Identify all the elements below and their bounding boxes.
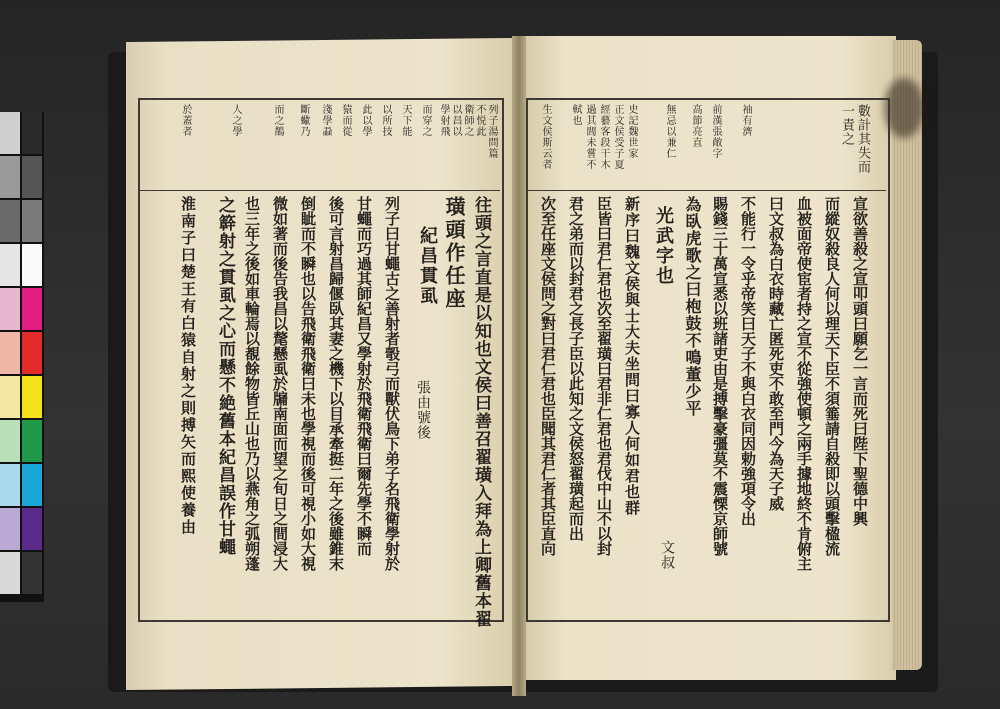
right-main-column: 一責之 xyxy=(839,104,854,146)
right-main-column: 賜錢三十萬宣悉以班諸吏由是搏擊豪彊莫不震慄京師號 xyxy=(711,196,729,556)
right-note-column: 史記魏世家 xyxy=(626,104,637,159)
section-subheading: 張由號後 xyxy=(415,380,431,440)
right-note-column: 正文侯受子夏 xyxy=(612,104,623,170)
right-note-column: 無忌以兼仁 xyxy=(664,104,675,159)
swatch xyxy=(22,200,42,242)
right-main-column: 為臥虎歌之曰枹鼓不鳴董少平 xyxy=(683,196,702,417)
left-main-column: 倒眦而不瞬也以告飛衛飛衛曰未也學視而後可視小如大視 xyxy=(299,196,317,571)
swatch xyxy=(0,156,20,198)
swatch xyxy=(22,156,42,198)
swatch xyxy=(22,420,42,462)
swatch xyxy=(22,112,42,154)
section-heading: 紀昌貫虱 xyxy=(417,226,438,306)
swatch xyxy=(0,244,20,286)
swatch xyxy=(0,332,20,374)
left-note-column: 猿而從 xyxy=(340,104,351,137)
left-note-column: 淺學蝨 xyxy=(320,104,331,137)
right-note-column: 高節亮直 xyxy=(690,104,701,148)
right-note-column: 過其閭未嘗不 xyxy=(584,104,595,170)
left-main-column: 也三年之後如車輪焉以覩餘物皆丘山也乃以燕角之弧朔蓬 xyxy=(243,196,261,571)
right-main-column: 新序曰魏文侯與士大夫坐問曰寡人何如君也群 xyxy=(623,196,641,516)
swatch xyxy=(0,288,20,330)
right-main-column: 血被面帝使宦者持之宣不從強使頓之兩手據地終不肯俯主 xyxy=(795,196,813,571)
swatch xyxy=(22,464,42,506)
left-main-column: 淮南子曰楚王有白猿自射之則搏矢而熙使養由 xyxy=(179,196,197,536)
left-note-column: 而之鵲 xyxy=(272,104,283,137)
left-main-column: 之簳射之貫虱之心而懸不絶舊本紀昌誤作甘蠅 xyxy=(215,196,235,556)
swatch xyxy=(0,552,20,594)
swatch xyxy=(0,200,20,242)
left-main-column: 列子曰甘蠅古之善射者彀弓而獸伏鳥下弟子名飛衛學射於 xyxy=(383,196,401,571)
right-note-divider xyxy=(526,190,886,191)
right-note-column: 軾也 xyxy=(570,104,581,126)
left-note-column: 學射飛 xyxy=(438,104,449,137)
right-note-column: 數計其失而 xyxy=(855,104,870,174)
left-note-divider xyxy=(138,190,500,191)
right-main-column: 不能行一令乎帝笑曰天子不與白衣同因勅強項令出 xyxy=(739,196,757,526)
swatch xyxy=(22,244,42,286)
swatch xyxy=(22,376,42,418)
left-note-column: 此以學 xyxy=(360,104,371,137)
right-main-column: 宣欲善殺之宣叩頭曰願乞一言而死曰陛下聖德中興 xyxy=(851,196,869,526)
left-main-column: 甘蠅而巧過其師紀昌又學射於飛衛飛衛曰爾先學不瞬而 xyxy=(355,196,373,556)
right-main-column: 臣皆曰君仁君也次至翟璜曰君非仁君也君伐中山不以封 xyxy=(595,196,613,556)
left-note-column: 於蓋者 xyxy=(180,104,191,137)
right-note-column: 經藝客段干木 xyxy=(598,104,609,170)
left-main-column: 後可言射昌歸偃臥其妻之機下以目承牽挺二年之後雖錐末 xyxy=(327,196,345,571)
right-note-column: 前漢張敞字 xyxy=(710,104,721,159)
swatch xyxy=(0,508,20,550)
book-gutter xyxy=(512,36,526,696)
right-main-column: 而縱奴殺良人何以理天下臣不須箠請自殺即以頭擊楹流 xyxy=(823,196,841,556)
left-note-column: 列子湯問篇 xyxy=(486,104,497,159)
right-main-column: 次至任座文侯問之對曰君仁君也臣聞其君仁者其臣直向 xyxy=(539,196,557,556)
swatch xyxy=(0,112,20,154)
swatch xyxy=(0,420,20,462)
right-main-column: 光武字也 xyxy=(653,206,674,286)
swatch xyxy=(0,376,20,418)
left-note-column: 斷蠍乃 xyxy=(298,104,309,137)
left-note-column: 衛師之 xyxy=(462,104,473,137)
left-note-column: 天下能 xyxy=(400,104,411,137)
right-note-column: 生文侯斯云者 xyxy=(540,104,551,170)
left-note-column: 以昌以 xyxy=(450,104,461,137)
left-note-column: 人之學 xyxy=(230,104,241,137)
left-main-column: 微如著而後告我昌以氂懸虱於牖南面而望之旬日之間浸大 xyxy=(271,196,289,571)
swatch xyxy=(22,552,42,594)
color-checker-strip xyxy=(0,112,44,602)
right-main-column: 君之弟而以封君之長子臣以此知之文侯怒翟璜起而出 xyxy=(567,196,585,541)
left-note-column: 不悦此 xyxy=(474,104,485,137)
swatch xyxy=(22,508,42,550)
right-main-column: 文叔 xyxy=(659,540,675,570)
swatch xyxy=(22,332,42,374)
page-stain xyxy=(884,78,924,138)
left-main-column: 往頭之言直是以知也文侯曰善召翟璜入拜為上卿舊本翟 xyxy=(471,196,491,628)
left-note-column: 以所技 xyxy=(380,104,391,137)
swatch xyxy=(0,464,20,506)
right-note-column: 袖有濟 xyxy=(740,104,751,137)
left-main-column: 璜頭作任座 xyxy=(442,196,466,311)
left-note-column: 而穿之 xyxy=(420,104,431,137)
swatch xyxy=(22,288,42,330)
right-main-column: 曰文叔為白衣時藏亡匿死吏不敢至門今為天子威 xyxy=(767,196,785,511)
